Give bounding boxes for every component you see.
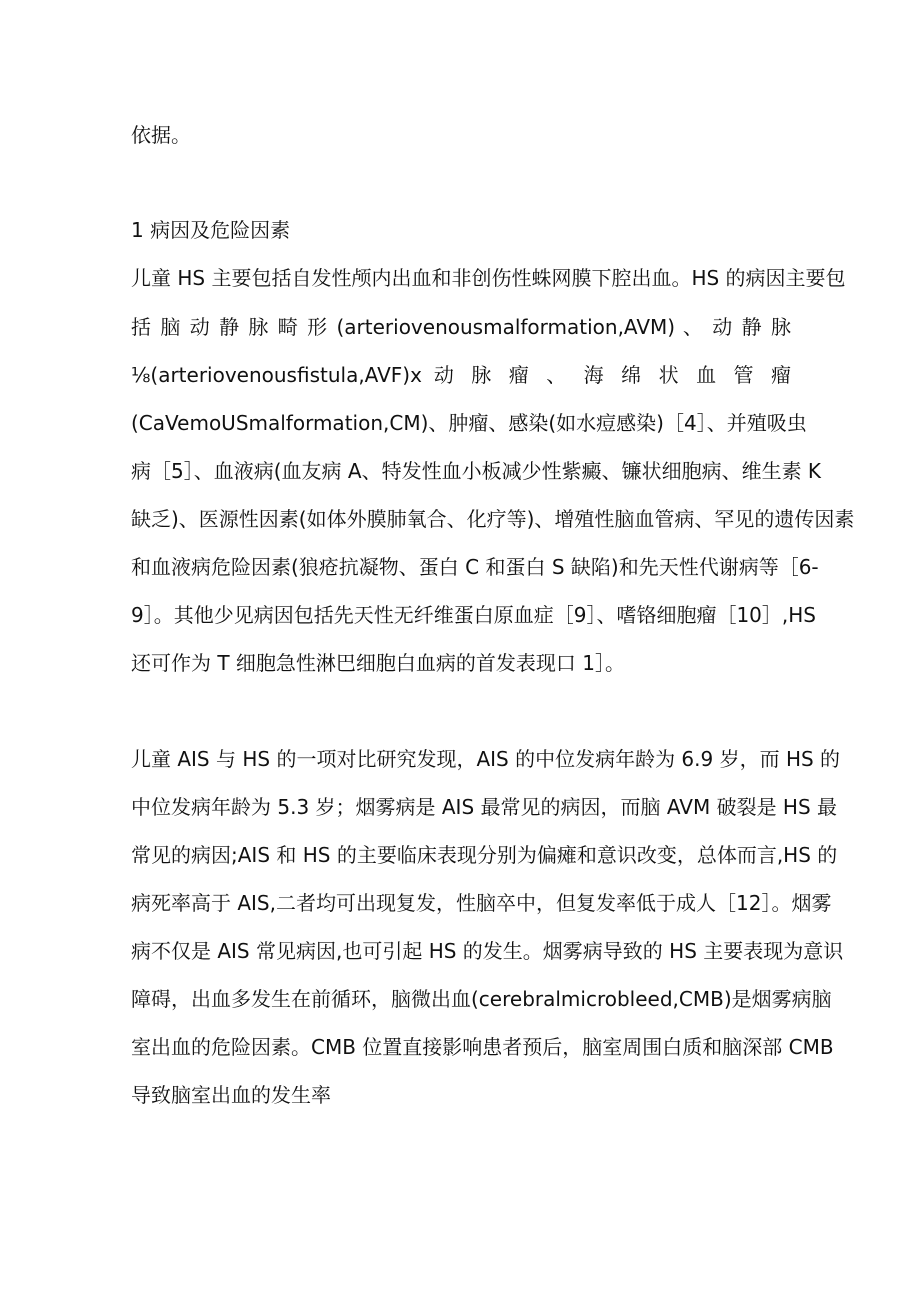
text-line: 缺乏)、医源性因素(如体外膜肺氧合、化疗等)、增殖性脑血管病、罕见的遗传因素 [131,507,855,531]
section-heading: 1 病因及危险因素 [131,218,291,242]
text-line: 导致脑室出血的发生率 [131,1083,331,1107]
text-line: ⅛(arteriovenousfistula,AVF)x 动 脉 瘤 、 海 绵 状 血 管 瘤 [131,363,791,387]
text-line: 和血液病危险因素(狼疮抗凝物、蛋白 C 和蛋白 S 缺陷)和先天性代谢病等［6- [131,555,819,579]
text-line: 障碍，出血多发生在前循环，脑微出血(cerebralmicrobleed,CMB)是烟雾病脑 [131,987,832,1011]
text-line: 常见的病因;AIS 和 HS 的主要临床表现分别为偏瘫和意识改变，总体而言,HS 的 [131,843,838,867]
text-line: (CaVemoUSmalformation,CM)、肿瘤、感染(如水痘感染)［4］、并殖吸虫 [131,411,807,435]
text-line: 病死率高于 AIS,二者均可出现复发，性脑卒中，但复发率低于成人［12］。烟雾 [131,891,832,915]
text-line: 室出血的危险因素。CMB 位置直接影响患者预后，脑室周围白质和脑深部 CMB [131,1035,834,1059]
text-line: 依据。 [131,123,191,147]
text-line: 括 脑 动 静 脉 畸 形 (arteriovenousmalformation,AVM) 、 动 静 脉 [131,315,791,339]
text-line: 病不仅是 AIS 常见病因,也可引起 HS 的发生。烟雾病导致的 HS 主要表现为意识 [131,939,844,963]
text-line: 中位发病年龄为 5.3 岁；烟雾病是 AIS 最常见的病因，而脑 AVM 破裂是 HS 最 [131,795,838,819]
text-line: 儿童 AIS 与 HS 的一项对比研究发现，AIS 的中位发病年龄为 6.9 岁，而 HS 的 [131,747,841,771]
text-line: 儿童 HS 主要包括自发性颅内出血和非创伤性蛛网膜下腔出血。HS 的病因主要包 [131,266,846,290]
text-line: 病［5］、血液病(血友病 A、特发性血小板减少性紫癜、镰状细胞病、维生素 K [131,459,822,483]
text-line: 还可作为 T 细胞急性淋巴细胞白血病的首发表现口 1］。 [131,651,626,675]
text-line: 9］。其他少见病因包括先天性无纤维蛋白原血症［9］、嗜铬细胞瘤［10］,HS [131,603,816,627]
